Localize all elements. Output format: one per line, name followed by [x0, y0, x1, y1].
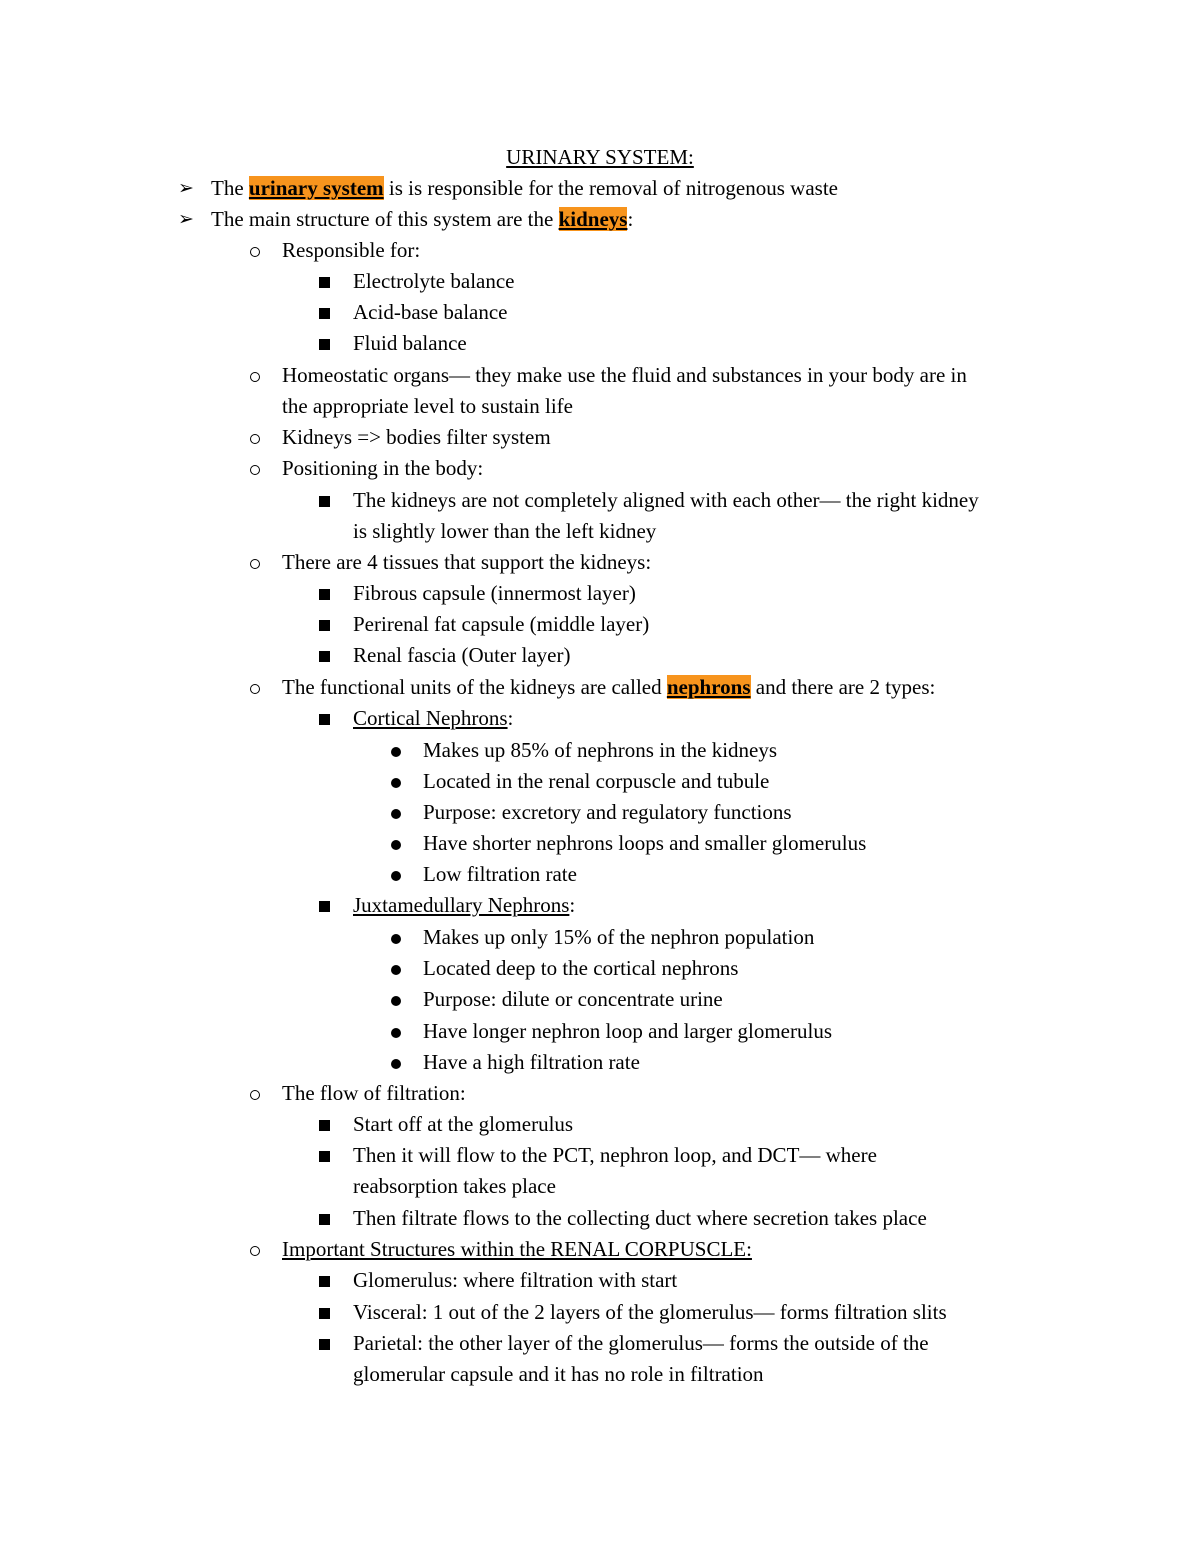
square-bullet-icon	[319, 339, 330, 350]
list-item-continuation: is slightly lower than the left kidney	[353, 519, 657, 543]
square-bullet-icon	[319, 308, 330, 319]
round-bullet-icon	[391, 1028, 401, 1038]
circle-bullet-icon	[250, 1246, 260, 1256]
square-bullet-icon	[319, 1120, 330, 1131]
round-bullet-icon	[391, 840, 401, 850]
list-item: Have shorter nephrons loops and smaller glomerulus	[423, 831, 867, 855]
round-bullet-icon	[391, 1059, 401, 1069]
circle-bullet-icon	[250, 247, 260, 257]
arrow-bullet-icon: ➢	[178, 178, 194, 199]
list-item: Kidneys => bodies filter system	[282, 425, 551, 449]
square-bullet-icon	[319, 589, 330, 600]
round-bullet-icon	[391, 871, 401, 881]
list-item: Positioning in the body:	[282, 456, 484, 480]
list-item: Responsible for:	[282, 238, 421, 262]
square-bullet-icon	[319, 1308, 330, 1319]
square-bullet-icon	[319, 620, 330, 631]
square-bullet-icon	[319, 651, 330, 662]
intro-line: The urinary system is is responsible for the removal of nitrogenous waste	[211, 176, 838, 200]
list-item: Purpose: excretory and regulatory functions	[423, 800, 792, 824]
list-item: The kidneys are not completely aligned with each other— the right kidney	[353, 488, 979, 512]
circle-bullet-icon	[250, 465, 260, 475]
list-item: Acid-base balance	[353, 300, 508, 324]
list-item: Have longer nephron loop and larger glomerulus	[423, 1019, 832, 1043]
circle-bullet-icon	[250, 684, 260, 694]
circle-bullet-icon	[250, 372, 260, 382]
highlight-kidneys: kidneys	[558, 207, 628, 231]
square-bullet-icon	[319, 714, 330, 725]
circle-bullet-icon	[250, 559, 260, 569]
main-structure-line: The main structure of this system are the kidneys:	[211, 207, 634, 231]
round-bullet-icon	[391, 996, 401, 1006]
structures-heading: Important Structures within the RENAL CORPUSCLE:	[282, 1237, 752, 1261]
list-item: Glomerulus: where filtration with start	[353, 1268, 678, 1292]
list-item: Parietal: the other layer of the glomerulus— forms the outside of the	[353, 1331, 929, 1355]
list-item: Makes up 85% of nephrons in the kidneys	[423, 738, 778, 762]
page-title: URINARY SYSTEM:	[506, 145, 694, 169]
list-item: Purpose: dilute or concentrate urine	[423, 987, 723, 1011]
highlight-nephrons: nephrons	[666, 675, 751, 699]
list-item: Have a high filtration rate	[423, 1050, 640, 1074]
juxtamedullary-heading: Juxtamedullary Nephrons:	[353, 893, 576, 917]
highlight-urinary-system: urinary system	[248, 176, 384, 200]
square-bullet-icon	[319, 1151, 330, 1162]
list-item: Visceral: 1 out of the 2 layers of the glomerulus— forms filtration slits	[353, 1300, 947, 1324]
round-bullet-icon	[391, 778, 401, 788]
arrow-bullet-icon: ➢	[178, 209, 194, 230]
list-item-continuation: glomerular capsule and it has no role in filtration	[353, 1362, 764, 1386]
list-item-continuation: the appropriate level to sustain life	[282, 394, 573, 418]
functional-units-line: The functional units of the kidneys are called nephrons and there are 2 types:	[282, 675, 936, 699]
round-bullet-icon	[391, 747, 401, 757]
square-bullet-icon	[319, 1339, 330, 1350]
list-item-continuation: reabsorption takes place	[353, 1174, 556, 1198]
square-bullet-icon	[319, 901, 330, 912]
round-bullet-icon	[391, 934, 401, 944]
square-bullet-icon	[319, 1276, 330, 1287]
list-item: Start off at the glomerulus	[353, 1112, 574, 1136]
list-item: Renal fascia (Outer layer)	[353, 643, 571, 667]
list-item: Fluid balance	[353, 331, 467, 355]
list-item: Then it will flow to the PCT, nephron loop, and DCT— where	[353, 1143, 877, 1167]
square-bullet-icon	[319, 1214, 330, 1225]
round-bullet-icon	[391, 965, 401, 975]
list-item: Low filtration rate	[423, 862, 577, 886]
square-bullet-icon	[319, 496, 330, 507]
cortical-heading: Cortical Nephrons:	[353, 706, 514, 730]
list-item: Makes up only 15% of the nephron population	[423, 925, 815, 949]
list-item: Located deep to the cortical nephrons	[423, 956, 739, 980]
list-item: Electrolyte balance	[353, 269, 515, 293]
list-item: Fibrous capsule (innermost layer)	[353, 581, 636, 605]
round-bullet-icon	[391, 809, 401, 819]
square-bullet-icon	[319, 277, 330, 288]
list-item: Then filtrate flows to the collecting duct where secretion takes place	[353, 1206, 927, 1230]
list-item: Located in the renal corpuscle and tubule	[423, 769, 770, 793]
circle-bullet-icon	[250, 1090, 260, 1100]
circle-bullet-icon	[250, 434, 260, 444]
list-item: There are 4 tissues that support the kidneys:	[282, 550, 652, 574]
list-item: The flow of filtration:	[282, 1081, 466, 1105]
list-item: Perirenal fat capsule (middle layer)	[353, 612, 650, 636]
list-item: Homeostatic organs— they make use the fluid and substances in your body are in	[282, 363, 967, 387]
